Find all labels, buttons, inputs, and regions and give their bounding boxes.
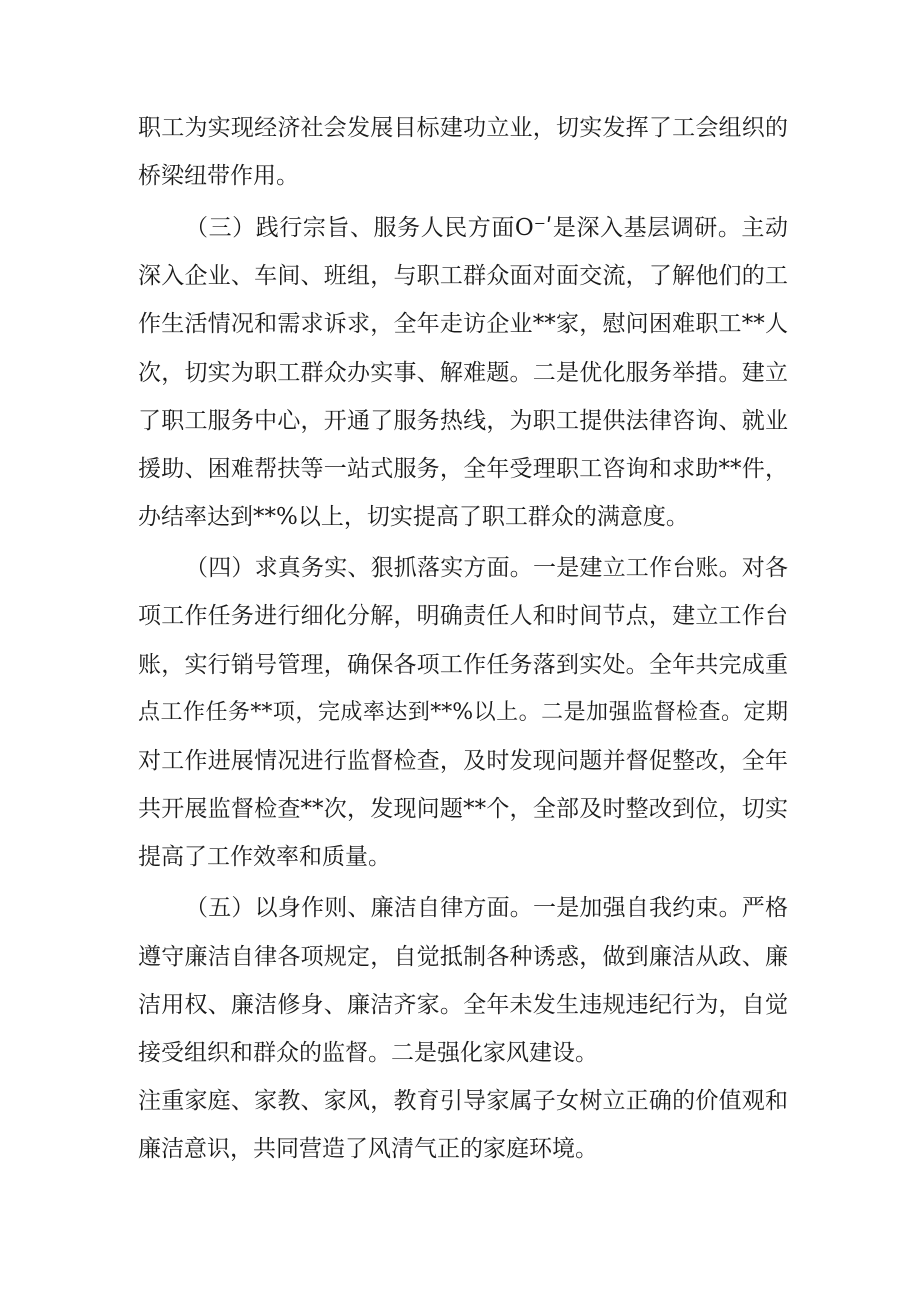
body-line-18: 遵守廉洁自律各项规定，自觉抵制各种诱惑，做到廉洁从政、廉: [138, 944, 788, 970]
body-line-6: 次，切实为职工群众办实事、解难题。二是优化服务举措。建立: [138, 360, 788, 386]
body-line-14: 对工作进展情况进行监督检查，及时发现问题并督促整改，全年: [138, 748, 788, 774]
body-line-12: 账，实行销号管理，确保各项工作任务落到实处。全年共完成重: [138, 652, 788, 678]
body-line-22: 廉洁意识，共同营造了风清气正的家庭环境。: [138, 1136, 598, 1162]
body-line-2: 桥梁纽带作用。: [138, 163, 299, 189]
body-line-20: 接受组织和群众的监督。二是强化家风建设。: [138, 1040, 598, 1066]
body-line-19: 洁用权、廉洁修身、廉洁齐家。全年未发生违规违纪行为，自觉: [138, 992, 788, 1018]
body-line-15: 共开展监督检查**次，发现问题**个，全部及时整改到位，切实: [138, 796, 788, 822]
body-line-13: 点工作任务**项，完成率达到**%以上。二是加强监督检查。定期: [138, 700, 788, 725]
body-line-11: 项工作任务进行细化分解，明确责任人和时间节点，建立工作台: [138, 603, 788, 629]
body-line-16: 提高了工作效率和质量。: [138, 844, 391, 870]
body-line-8: 援助、困难帮扶等一站式服务，全年受理职工咨询和求助**件，: [138, 456, 788, 482]
body-line-1: 职工为实现经济社会发展目标建功立业，切实发挥了工会组织的: [138, 115, 788, 141]
section-4-heading-line: （四）求真务实、狠抓落实方面。一是建立工作台账。对各: [185, 555, 788, 581]
body-line-21: 注重家庭、家教、家风，教育引导家属子女树立正确的价值观和: [138, 1088, 788, 1114]
body-line-9: 办结率达到**%以上，切实提高了职工群众的满意度。: [138, 504, 689, 530]
body-line-5: 作生活情况和需求诉求，全年走访企业**家，慰问困难职工**人: [138, 311, 788, 337]
body-line-7: 了职工服务中心，开通了服务热线，为职工提供法律咨询、就业: [138, 408, 788, 434]
section-5-heading-line: （五）以身作则、廉洁自律方面。一是加强自我约束。严格: [185, 895, 788, 921]
section-3-heading-line: （三）践行宗旨、服务人民方面O⁻ʹ是深入基层调研。主动: [185, 215, 788, 241]
body-line-4: 深入企业、车间、班组，与职工群众面对面交流，了解他们的工: [138, 263, 788, 289]
